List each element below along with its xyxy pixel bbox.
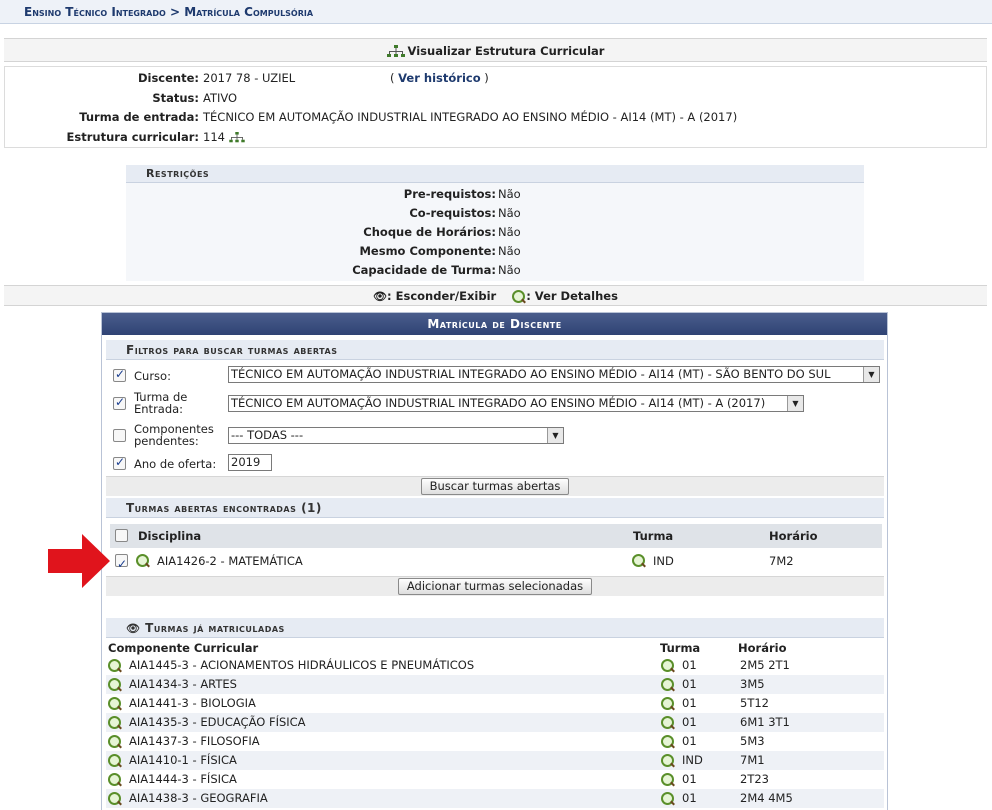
discente-value: 2017 78 - UZIEL	[203, 71, 296, 85]
row-turma: 01	[682, 658, 697, 672]
table-row	[106, 751, 884, 770]
estrutura-number: 114	[203, 130, 225, 144]
row-componente: AIA1444-3 - FÍSICA	[129, 772, 237, 786]
row-turma: IND	[653, 554, 674, 568]
componentes-label	[134, 423, 214, 447]
tree-structure-icon	[387, 45, 405, 59]
turma-select-value: TÉCNICO EM AUTOMAÇÃO INDUSTRIAL INTEGRADO AO ENSINO MÉDIO - AI14 (MT) - A (2017)	[231, 396, 766, 410]
table-row	[106, 732, 884, 751]
magnifier-icon[interactable]	[108, 678, 122, 692]
table-row	[106, 656, 884, 675]
select-all-checkbox[interactable]	[115, 529, 128, 542]
componentes-select[interactable]	[228, 427, 564, 444]
buscar-turmas-button[interactable]: Buscar turmas abertas	[421, 478, 570, 495]
turma-label	[134, 391, 187, 415]
magnifier-icon[interactable]	[661, 773, 675, 787]
header-horario: Horário	[769, 529, 818, 543]
row-horario: 5T12	[740, 696, 769, 710]
header-componente: Componente Curricular	[108, 641, 259, 655]
turma-entrada-label: Turma de entrada:	[79, 110, 199, 124]
magnifier-icon[interactable]	[661, 716, 675, 730]
restr-value: Não	[498, 187, 521, 201]
turma-label-line2: Entrada:	[134, 402, 184, 416]
magnifier-icon[interactable]	[661, 678, 675, 692]
turma-entrada-value: TÉCNICO EM AUTOMAÇÃO INDUSTRIAL INTEGRADO AO ENSINO MÉDIO - AI14 (MT) - A (2017)	[203, 110, 738, 124]
header-disciplina: Disciplina	[138, 529, 202, 543]
filtro-ano-row	[102, 451, 889, 475]
chevron-down-icon[interactable]: ▼	[547, 428, 563, 443]
row-turma: 01	[682, 734, 697, 748]
componentes-label-line1: Componentes	[134, 422, 214, 436]
table-row	[106, 694, 884, 713]
restr-label: Co-requistos:	[409, 206, 496, 220]
row-componente: AIA1438-3 - GEOGRAFIA	[129, 791, 268, 805]
magnifier-icon[interactable]	[661, 735, 675, 749]
table-row	[106, 675, 884, 694]
magnifier-icon[interactable]	[108, 659, 122, 673]
legend-bar	[4, 285, 987, 306]
magnifier-icon[interactable]	[661, 697, 675, 711]
turmas-matriculadas-label: Turmas já matriculadas	[145, 621, 285, 635]
chevron-down-icon[interactable]: ▼	[863, 367, 879, 382]
discente-label: Discente:	[137, 71, 199, 85]
componentes-checkbox[interactable]	[113, 429, 126, 442]
adicionar-bar	[106, 576, 884, 596]
row-disciplina: AIA1426-2 - MATEMÁTICA	[157, 554, 303, 568]
magnifier-icon[interactable]	[108, 697, 122, 711]
restr-label: Choque de Horários:	[363, 225, 496, 239]
legend-hide-show	[373, 286, 496, 307]
header-horario: Horário	[738, 641, 787, 655]
restr-label: Capacidade de Turma:	[352, 263, 496, 277]
table-row	[106, 713, 884, 732]
legend-details-label: : Ver Detalhes	[526, 289, 618, 303]
matriculadas-header	[106, 640, 884, 656]
row-componente: AIA1434-3 - ARTES	[129, 677, 237, 691]
row-componente: AIA1441-3 - BIOLOGIA	[129, 696, 256, 710]
row-componente: AIA1410-1 - FÍSICA	[129, 753, 237, 767]
eye-icon: 👁	[373, 290, 388, 303]
legend-hide-show-label: : Esconder/Exibir	[387, 289, 497, 303]
restr-value: Não	[498, 263, 521, 277]
visualizar-estrutura-bar[interactable]	[4, 38, 987, 62]
curso-checkbox[interactable]	[113, 369, 126, 382]
magnifier-icon[interactable]	[108, 716, 122, 730]
filtros-title: Filtros para buscar turmas abertas	[106, 340, 884, 360]
row-componente: AIA1437-3 - FILOSOFIA	[129, 734, 260, 748]
red-arrow-icon	[48, 534, 110, 588]
magnifier-icon[interactable]	[108, 754, 122, 768]
student-info	[4, 66, 987, 148]
magnifier-icon[interactable]	[632, 554, 646, 568]
estrutura-value	[203, 130, 245, 144]
header-turma: Turma	[633, 529, 674, 543]
componentes-label-line2: pendentes:	[134, 434, 199, 448]
restricoes-panel	[126, 165, 864, 281]
row-turma: 01	[682, 677, 697, 691]
row-turma: 01	[682, 715, 697, 729]
restr-value: Não	[498, 225, 521, 239]
table-row	[110, 549, 882, 573]
row-turma: 01	[682, 791, 697, 805]
row-horario: 3M5	[740, 677, 765, 691]
turma-checkbox[interactable]	[113, 397, 126, 410]
restr-value: Não	[498, 244, 521, 258]
curso-select-value: TÉCNICO EM AUTOMAÇÃO INDUSTRIAL INTEGRADO AO ENSINO MÉDIO - AI14 (MT) - SÃO BENTO DO SUL	[231, 367, 831, 381]
row-horario: 2M5 2T1	[740, 658, 790, 672]
magnifier-icon[interactable]	[661, 754, 675, 768]
curso-select[interactable]	[228, 366, 880, 383]
curso-label: Curso:	[134, 369, 171, 383]
row-horario: 7M2	[769, 554, 794, 568]
table-row	[106, 789, 884, 808]
ano-label: Ano de oferta:	[134, 457, 217, 471]
matricula-panel	[101, 312, 888, 810]
visualizar-estrutura-link[interactable]: Visualizar Estrutura Curricular	[407, 44, 605, 58]
turma-select[interactable]	[228, 395, 804, 412]
magnifier-icon[interactable]	[661, 659, 675, 673]
filtro-turma-row	[102, 390, 889, 418]
row-turma: 01	[682, 696, 697, 710]
row-componente: AIA1445-3 - ACIONAMENTOS HIDRÁULICOS E PNEUMÁTICOS	[129, 658, 475, 672]
eye-icon[interactable]: 👁	[126, 622, 141, 635]
filtro-curso-row	[102, 364, 889, 388]
legend-details	[512, 286, 618, 307]
restr-label: Mesmo Componente:	[359, 244, 496, 258]
magnifier-icon	[512, 290, 526, 304]
row-horario: 5M3	[740, 734, 765, 748]
tree-structure-icon[interactable]	[229, 132, 245, 144]
status-label: Status:	[152, 91, 199, 105]
turma-label-line1: Turma de	[134, 390, 188, 404]
restricoes-title: Restrições	[126, 165, 864, 183]
turmas-matriculadas-title[interactable]	[106, 618, 884, 638]
row-horario: 7M1	[740, 753, 765, 767]
ano-checkbox[interactable]	[113, 457, 126, 470]
componentes-select-value: --- TODAS ---	[231, 428, 304, 442]
filtro-componentes-row	[102, 421, 889, 449]
row-horario: 2T23	[740, 772, 769, 786]
ver-historico-link[interactable]: Ver histórico	[398, 71, 481, 85]
restr-label: Pre-requistos:	[403, 187, 496, 201]
turmas-encontradas-title: Turmas abertas encontradas (1)	[106, 498, 884, 518]
magnifier-icon[interactable]	[108, 735, 122, 749]
header-turma: Turma	[660, 641, 701, 655]
page-title: Ensino Técnico Integrado > Matrícula Compulsória	[24, 5, 314, 19]
row-horario: 6M1 3T1	[740, 715, 790, 729]
row-componente: AIA1435-3 - EDUCAÇÃO FÍSICA	[129, 715, 306, 729]
magnifier-icon[interactable]	[108, 773, 122, 787]
breadcrumb	[0, 0, 992, 24]
magnifier-icon[interactable]	[661, 792, 675, 806]
restr-value: Não	[498, 206, 521, 220]
magnifier-icon[interactable]	[136, 554, 150, 568]
estrutura-label: Estrutura curricular:	[66, 130, 199, 144]
ano-input[interactable]: 2019	[228, 454, 272, 471]
adicionar-turmas-button[interactable]: Adicionar turmas selecionadas	[398, 578, 592, 595]
chevron-down-icon[interactable]: ▼	[787, 396, 803, 411]
row-turma: IND	[682, 753, 703, 767]
buscar-bar	[106, 476, 884, 496]
panel-title: Matrícula de Discente	[102, 313, 887, 335]
row-horario: 2M4 4M5	[740, 791, 793, 805]
table-row	[106, 770, 884, 789]
turmas-encontradas-header	[110, 524, 882, 548]
row-turma: 01	[682, 772, 697, 786]
status-value: ATIVO	[203, 91, 238, 105]
historico-wrap: ( Ver histórico )	[390, 71, 489, 85]
magnifier-icon[interactable]	[108, 792, 122, 806]
turma-row-checkbox[interactable]	[115, 554, 128, 567]
